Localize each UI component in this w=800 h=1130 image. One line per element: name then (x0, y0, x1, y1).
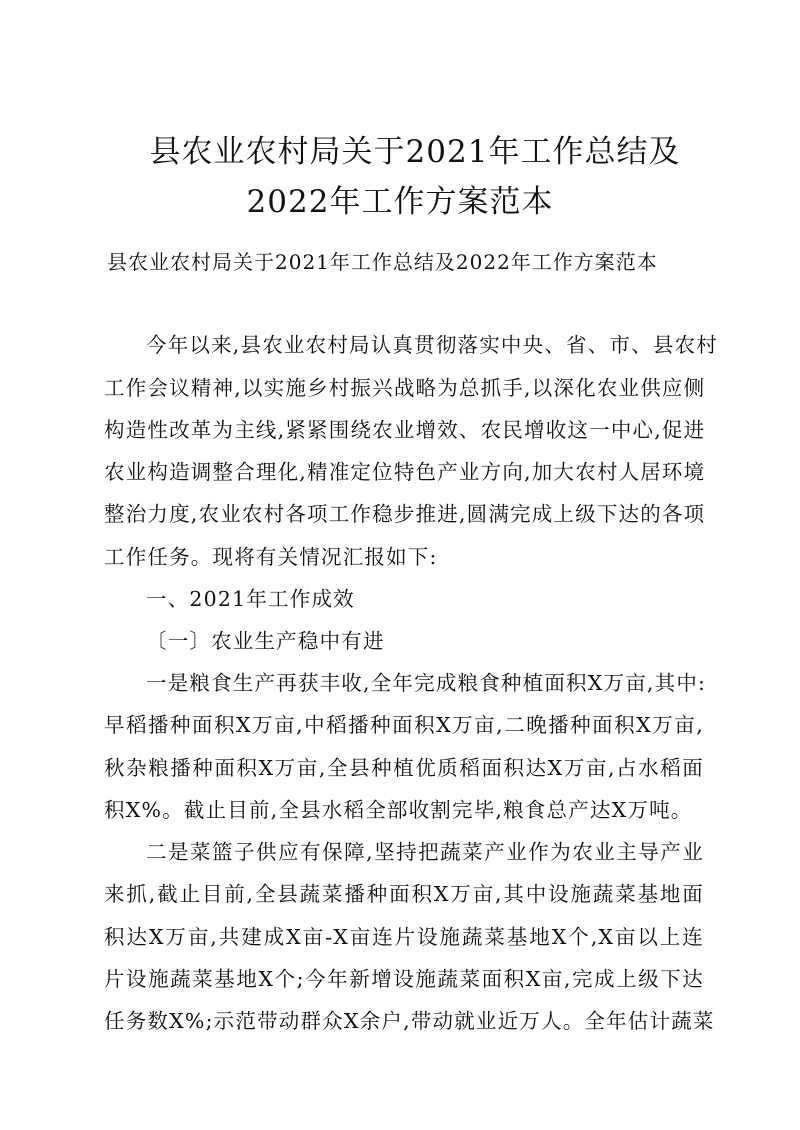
paragraph-line: 构造性改革为主线,紧紧围绕农业增效、农民增收这一中心,促进 (104, 418, 706, 442)
paragraph-line: 片设施蔬菜基地X个;今年新增设施蔬菜面积X亩,完成上级下达 (104, 967, 704, 991)
paragraph-line: 任务数X%;示范带动群众X余户,带动就业近万人。全年估计蔬菜 (104, 1009, 715, 1033)
section-heading: 一、2021年工作成效 (146, 587, 355, 611)
paragraph-line: 早稻播种面积X万亩,中稻播种面积X万亩,二晚播种面积X万亩, (104, 713, 704, 737)
document-title-line-1: 县农业农村局关于2021年工作总结及 (149, 134, 681, 170)
paragraph-line: 农业构造调整合理化,精准定位特色产业方向,加大农村人居环境 (104, 460, 706, 484)
document-title-line-2: 2022年工作方案范本 (246, 184, 554, 220)
paragraph-line: 一是粮食生产再获丰收,全年完成粮食种植面积X万亩,其中: (146, 671, 707, 695)
paragraph-line: 整治力度,农业农村各项工作稳步推进,圆满完成上级下达的各项 (104, 502, 706, 526)
paragraph-line: 秋杂粮播种面积X万亩,全县种植优质稻面积达X万亩,占水稻面 (104, 756, 704, 780)
paragraph-line: 来抓,截止目前,全县蔬菜播种面积X万亩,其中设施蔬菜基地面 (104, 882, 704, 906)
document-subtitle: 县农业农村局关于2021年工作总结及2022年工作方案范本 (107, 250, 658, 274)
paragraph-line: 积X%。截止目前,全县水稻全部收割完毕,粮食总产达X万吨。 (104, 798, 693, 822)
paragraph-line: 积达X万亩,共建成X亩-X亩连片设施蔬菜基地X个,X亩以上连 (104, 925, 704, 949)
subsection-heading: 〔一〕农业生产稳中有进 (146, 629, 385, 653)
paragraph-line: 工作会议精神,以实施乡村振兴战略为总抓手,以深化农业供应侧 (104, 376, 706, 400)
paragraph-line: 今年以来,县农业农村局认真贯彻落实中央、省、市、县农村 (146, 333, 718, 357)
paragraph-line: 工作任务。现将有关情况汇报如下: (104, 545, 438, 569)
paragraph-line: 二是菜篮子供应有保障,坚持把蔬菜产业作为农业主导产业 (146, 840, 704, 864)
